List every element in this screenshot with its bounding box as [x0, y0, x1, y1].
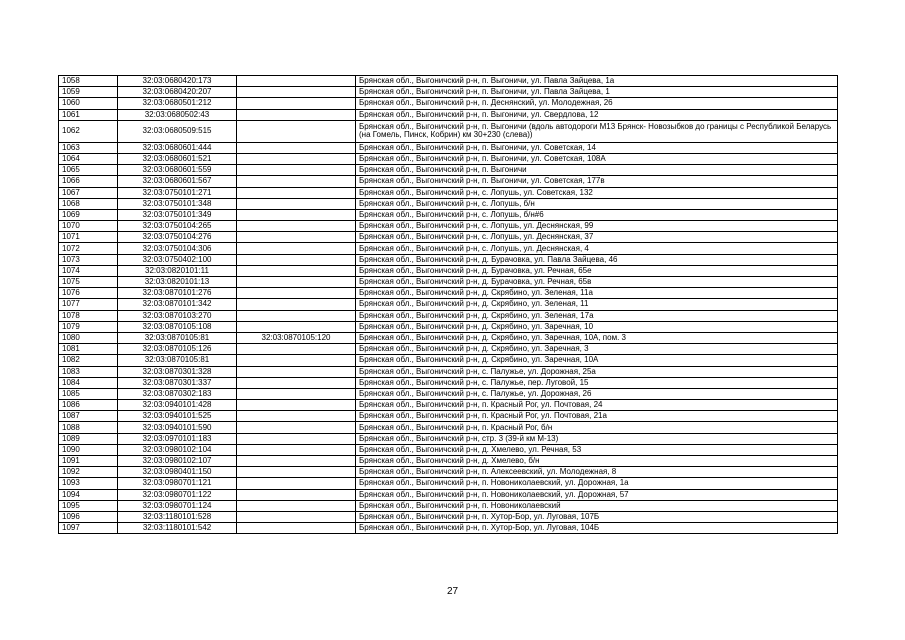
- row-number-cell: 1065: [59, 165, 118, 176]
- address-cell: Брянская обл., Выгоничский р-н, д. Скрябино, ул. Заречная, 10А, пом. 3: [356, 332, 838, 343]
- address-cell: Брянская обл., Выгоничский р-н, с. Лопушь, ул. Советская, 132: [356, 187, 838, 198]
- table-row: [59, 344, 838, 355]
- table-row: [59, 500, 838, 511]
- row-number-cell: 1088: [59, 422, 118, 433]
- row-number-cell: 1087: [59, 411, 118, 422]
- table-row: [59, 176, 838, 187]
- address-cell: Брянская обл., Выгоничский р-н, д. Скрябино, ул. Зеленая, 17а: [356, 310, 838, 321]
- table-row: [59, 511, 838, 522]
- address-cell: Брянская обл., Выгоничский р-н, п. Новониколаевский: [356, 500, 838, 511]
- related-cadastral-number-cell: [237, 478, 356, 489]
- row-number-cell: 1096: [59, 511, 118, 522]
- related-cadastral-number-cell: [237, 422, 356, 433]
- address-cell: Брянская обл., Выгоничский р-н, д. Бурачовка, ул. Речная, 65в: [356, 277, 838, 288]
- related-cadastral-number-cell: [237, 344, 356, 355]
- table-row: [59, 321, 838, 332]
- address-cell: Брянская обл., Выгоничский р-н, п. Красный Рог, б/н: [356, 422, 838, 433]
- address-cell: Брянская обл., Выгоничский р-н, п. Алексеевский, ул. Молодежная, 8: [356, 467, 838, 478]
- related-cadastral-number-cell: [237, 198, 356, 209]
- table-row: [59, 87, 838, 98]
- row-number-cell: 1093: [59, 478, 118, 489]
- related-cadastral-number-cell: 32:03:0870105:120: [237, 332, 356, 343]
- related-cadastral-number-cell: [237, 288, 356, 299]
- related-cadastral-number-cell: [237, 444, 356, 455]
- row-number-cell: 1074: [59, 265, 118, 276]
- cadastral-number-cell: 32:03:0870101:342: [118, 299, 237, 310]
- cadastral-number-cell: 32:03:0750101:348: [118, 198, 237, 209]
- related-cadastral-number-cell: [237, 511, 356, 522]
- related-cadastral-number-cell: [237, 87, 356, 98]
- cadastral-number-cell: 32:03:0980102:104: [118, 444, 237, 455]
- cadastral-number-cell: 32:03:0680509:515: [118, 120, 237, 142]
- cadastral-number-cell: 32:03:0980701:122: [118, 489, 237, 500]
- related-cadastral-number-cell: [237, 165, 356, 176]
- row-number-cell: 1085: [59, 388, 118, 399]
- row-number-cell: 1080: [59, 332, 118, 343]
- row-number-cell: 1092: [59, 467, 118, 478]
- cadastral-number-cell: 32:03:0970101:183: [118, 433, 237, 444]
- address-cell: Брянская обл., Выгоничский р-н, д. Скрябино, ул. Зеленая, 11: [356, 299, 838, 310]
- cadastral-number-cell: 32:03:1180101:542: [118, 523, 237, 534]
- table-row: [59, 411, 838, 422]
- address-cell: Брянская обл., Выгоничский р-н, п. Выгоничи, ул. Советская, 108А: [356, 153, 838, 164]
- table-row: [59, 165, 838, 176]
- table-row: [59, 120, 838, 142]
- table-body: [59, 76, 838, 534]
- cadastral-number-cell: 32:03:0820101:11: [118, 265, 237, 276]
- table-row: [59, 187, 838, 198]
- row-number-cell: 1064: [59, 153, 118, 164]
- cadastral-number-cell: 32:03:0680601:567: [118, 176, 237, 187]
- table-row: [59, 332, 838, 343]
- related-cadastral-number-cell: [237, 277, 356, 288]
- cadastral-number-cell: 32:03:0680420:207: [118, 87, 237, 98]
- address-cell: Брянская обл., Выгоничский р-н, стр. 3 (39-й км М-13): [356, 433, 838, 444]
- row-number-cell: 1091: [59, 456, 118, 467]
- table-row: [59, 243, 838, 254]
- table-row: [59, 288, 838, 299]
- address-cell: Брянская обл., Выгоничский р-н, с. Палужье, ул. Дорожная, 25а: [356, 366, 838, 377]
- table-row: [59, 142, 838, 153]
- table-row: [59, 221, 838, 232]
- related-cadastral-number-cell: [237, 153, 356, 164]
- address-cell: Брянская обл., Выгоничский р-н, с. Лопушь, б/н: [356, 198, 838, 209]
- table-row: [59, 444, 838, 455]
- cadastral-number-cell: 32:03:0980401:150: [118, 467, 237, 478]
- cadastral-number-cell: 32:03:0680601:444: [118, 142, 237, 153]
- row-number-cell: 1060: [59, 98, 118, 109]
- table-row: [59, 478, 838, 489]
- row-number-cell: 1095: [59, 500, 118, 511]
- property-table: [58, 75, 838, 534]
- cadastral-number-cell: 32:03:0870105:81: [118, 355, 237, 366]
- related-cadastral-number-cell: [237, 467, 356, 478]
- related-cadastral-number-cell: [237, 209, 356, 220]
- row-number-cell: 1071: [59, 232, 118, 243]
- row-number-cell: 1067: [59, 187, 118, 198]
- table-row: [59, 366, 838, 377]
- related-cadastral-number-cell: [237, 456, 356, 467]
- address-cell: Брянская обл., Выгоничский р-н, д. Хмелево, ул. Речная, 53: [356, 444, 838, 455]
- row-number-cell: 1072: [59, 243, 118, 254]
- related-cadastral-number-cell: [237, 120, 356, 142]
- cadastral-number-cell: 32:03:0980102:107: [118, 456, 237, 467]
- table-row: [59, 433, 838, 444]
- table-row: [59, 456, 838, 467]
- table-row: [59, 254, 838, 265]
- address-cell: Брянская обл., Выгоничский р-н, п. Деснянский, ул. Молодежная, 26: [356, 98, 838, 109]
- address-cell: Брянская обл., Выгоничский р-н, с. Лопушь, ул. Деснянская, 4: [356, 243, 838, 254]
- related-cadastral-number-cell: [237, 232, 356, 243]
- row-number-cell: 1063: [59, 142, 118, 153]
- table-row: [59, 299, 838, 310]
- table-row: [59, 109, 838, 120]
- cadastral-number-cell: 32:03:0680601:559: [118, 165, 237, 176]
- table-row: [59, 400, 838, 411]
- address-cell: Брянская обл., Выгоничский р-н, п. Выгоничи: [356, 165, 838, 176]
- cadastral-number-cell: 32:03:0870301:337: [118, 377, 237, 388]
- address-cell: Брянская обл., Выгоничский р-н, д. Бурачовка, ул. Павла Зайцева, 46: [356, 254, 838, 265]
- related-cadastral-number-cell: [237, 400, 356, 411]
- cadastral-number-cell: 32:03:0750104:306: [118, 243, 237, 254]
- row-number-cell: 1073: [59, 254, 118, 265]
- row-number-cell: 1078: [59, 310, 118, 321]
- table-row: [59, 355, 838, 366]
- cadastral-number-cell: 32:03:0940101:590: [118, 422, 237, 433]
- address-cell: Брянская обл., Выгоничский р-н, п. Хутор-Бор, ул. Луговая, 107Б: [356, 511, 838, 522]
- address-cell: Брянская обл., Выгоничский р-н, п. Выгоничи, ул. Павла Зайцева, 1: [356, 87, 838, 98]
- cadastral-number-cell: 32:03:0680502:43: [118, 109, 237, 120]
- related-cadastral-number-cell: [237, 411, 356, 422]
- cadastral-number-cell: 32:03:0680601:521: [118, 153, 237, 164]
- address-cell: Брянская обл., Выгоничский р-н, д. Скрябино, ул. Заречная, 10А: [356, 355, 838, 366]
- related-cadastral-number-cell: [237, 187, 356, 198]
- address-cell: Брянская обл., Выгоничский р-н, п. Новониколаевский, ул. Дорожная, 1а: [356, 478, 838, 489]
- table-row: [59, 388, 838, 399]
- table-row: [59, 523, 838, 534]
- row-number-cell: 1062: [59, 120, 118, 142]
- row-number-cell: 1082: [59, 355, 118, 366]
- related-cadastral-number-cell: [237, 433, 356, 444]
- cadastral-number-cell: 32:03:0940101:428: [118, 400, 237, 411]
- row-number-cell: 1077: [59, 299, 118, 310]
- table-row: [59, 153, 838, 164]
- related-cadastral-number-cell: [237, 366, 356, 377]
- address-cell: Брянская обл., Выгоничский р-н, п. Красный Рог, ул. Почтовая, 21а: [356, 411, 838, 422]
- table-row: [59, 76, 838, 87]
- cadastral-number-cell: 32:03:0750402:100: [118, 254, 237, 265]
- address-cell: Брянская обл., Выгоничский р-н, п. Красный Рог, ул. Почтовая, 24: [356, 400, 838, 411]
- cadastral-number-cell: 32:03:0870105:81: [118, 332, 237, 343]
- row-number-cell: 1069: [59, 209, 118, 220]
- row-number-cell: 1068: [59, 198, 118, 209]
- row-number-cell: 1081: [59, 344, 118, 355]
- table-row: [59, 422, 838, 433]
- related-cadastral-number-cell: [237, 142, 356, 153]
- row-number-cell: 1097: [59, 523, 118, 534]
- row-number-cell: 1079: [59, 321, 118, 332]
- related-cadastral-number-cell: [237, 176, 356, 187]
- table-row: [59, 98, 838, 109]
- cadastral-number-cell: 32:03:0750104:265: [118, 221, 237, 232]
- address-cell: Брянская обл., Выгоничский р-н, д. Бурачовка, ул. Речная, 65е: [356, 265, 838, 276]
- row-number-cell: 1090: [59, 444, 118, 455]
- row-number-cell: 1094: [59, 489, 118, 500]
- table-row: [59, 310, 838, 321]
- table-row: [59, 209, 838, 220]
- cadastral-number-cell: 32:03:0750104:276: [118, 232, 237, 243]
- related-cadastral-number-cell: [237, 299, 356, 310]
- row-number-cell: 1061: [59, 109, 118, 120]
- cadastral-number-cell: 32:03:0870302:183: [118, 388, 237, 399]
- related-cadastral-number-cell: [237, 265, 356, 276]
- page-number: 27: [446, 586, 459, 597]
- cadastral-number-cell: 32:03:0870105:108: [118, 321, 237, 332]
- cadastral-number-cell: 32:03:0870105:126: [118, 344, 237, 355]
- cadastral-number-cell: 32:03:0820101:13: [118, 277, 237, 288]
- row-number-cell: 1058: [59, 76, 118, 87]
- table-row: [59, 265, 838, 276]
- table-row: [59, 489, 838, 500]
- related-cadastral-number-cell: [237, 355, 356, 366]
- related-cadastral-number-cell: [237, 221, 356, 232]
- address-cell: Брянская обл., Выгоничский р-н, с. Лопушь, ул. Деснянская, 37: [356, 232, 838, 243]
- row-number-cell: 1083: [59, 366, 118, 377]
- address-cell: Брянская обл., Выгоничский р-н, п. Хутор-Бор, ул. Луговая, 104Б: [356, 523, 838, 534]
- related-cadastral-number-cell: [237, 109, 356, 120]
- related-cadastral-number-cell: [237, 388, 356, 399]
- related-cadastral-number-cell: [237, 310, 356, 321]
- address-cell: Брянская обл., Выгоничский р-н, с. Палужье, пер. Луговой, 15: [356, 377, 838, 388]
- row-number-cell: 1066: [59, 176, 118, 187]
- related-cadastral-number-cell: [237, 489, 356, 500]
- cadastral-number-cell: 32:03:0870103:270: [118, 310, 237, 321]
- address-cell: Брянская обл., Выгоничский р-н, с. Палужье, ул. Дорожная, 26: [356, 388, 838, 399]
- cadastral-number-cell: 32:03:0980701:121: [118, 478, 237, 489]
- related-cadastral-number-cell: [237, 500, 356, 511]
- cadastral-number-cell: 32:03:0680501:212: [118, 98, 237, 109]
- table-row: [59, 198, 838, 209]
- row-number-cell: 1089: [59, 433, 118, 444]
- cadastral-number-cell: 32:03:0980701:124: [118, 500, 237, 511]
- table-row: [59, 277, 838, 288]
- address-cell: Брянская обл., Выгоничский р-н, п. Выгоничи, ул. Советская, 177в: [356, 176, 838, 187]
- cadastral-number-cell: 32:03:0940101:525: [118, 411, 237, 422]
- row-number-cell: 1086: [59, 400, 118, 411]
- related-cadastral-number-cell: [237, 377, 356, 388]
- related-cadastral-number-cell: [237, 254, 356, 265]
- address-cell: Брянская обл., Выгоничский р-н, п. Выгоничи, ул. Советская, 14: [356, 142, 838, 153]
- address-cell: Брянская обл., Выгоничский р-н, с. Лопушь, б/н#6: [356, 209, 838, 220]
- cadastral-number-cell: 32:03:0750101:271: [118, 187, 237, 198]
- cadastral-number-cell: 32:03:0750101:349: [118, 209, 237, 220]
- row-number-cell: 1075: [59, 277, 118, 288]
- row-number-cell: 1076: [59, 288, 118, 299]
- address-cell: Брянская обл., Выгоничский р-н, с. Лопушь, ул. Деснянская, 99: [356, 221, 838, 232]
- table-row: [59, 377, 838, 388]
- address-cell: Брянская обл., Выгоничский р-н, п. Выгоничи (вдоль автодороги М13 Брянск- Новозыбков до границы с Республикой Беларусь (на Гомель, Пинск, Кобрин) км 30+230 (слева)): [356, 120, 838, 142]
- related-cadastral-number-cell: [237, 243, 356, 254]
- table-row: [59, 467, 838, 478]
- address-cell: Брянская обл., Выгоничский р-н, д. Скрябино, ул. Заречная, 10: [356, 321, 838, 332]
- cadastral-number-cell: 32:03:0680420:173: [118, 76, 237, 87]
- cadastral-number-cell: 32:03:1180101:528: [118, 511, 237, 522]
- row-number-cell: 1059: [59, 87, 118, 98]
- related-cadastral-number-cell: [237, 321, 356, 332]
- address-cell: Брянская обл., Выгоничский р-н, п. Новониколаевский, ул. Дорожная, 57: [356, 489, 838, 500]
- address-cell: Брянская обл., Выгоничский р-н, д. Скрябино, ул. Зеленая, 11а: [356, 288, 838, 299]
- row-number-cell: 1070: [59, 221, 118, 232]
- address-cell: Брянская обл., Выгоничский р-н, д. Скрябино, ул. Заречная, 3: [356, 344, 838, 355]
- address-cell: Брянская обл., Выгоничский р-н, п. Выгоничи, ул. Павла Зайцева, 1а: [356, 76, 838, 87]
- table-row: [59, 232, 838, 243]
- address-cell: Брянская обл., Выгоничский р-н, д. Хмелево, б/н: [356, 456, 838, 467]
- related-cadastral-number-cell: [237, 98, 356, 109]
- related-cadastral-number-cell: [237, 523, 356, 534]
- related-cadastral-number-cell: [237, 76, 356, 87]
- cadastral-number-cell: 32:03:0870301:328: [118, 366, 237, 377]
- address-cell: Брянская обл., Выгоничский р-н, п. Выгоничи, ул. Свердлова, 12: [356, 109, 838, 120]
- row-number-cell: 1084: [59, 377, 118, 388]
- cadastral-number-cell: 32:03:0870101:276: [118, 288, 237, 299]
